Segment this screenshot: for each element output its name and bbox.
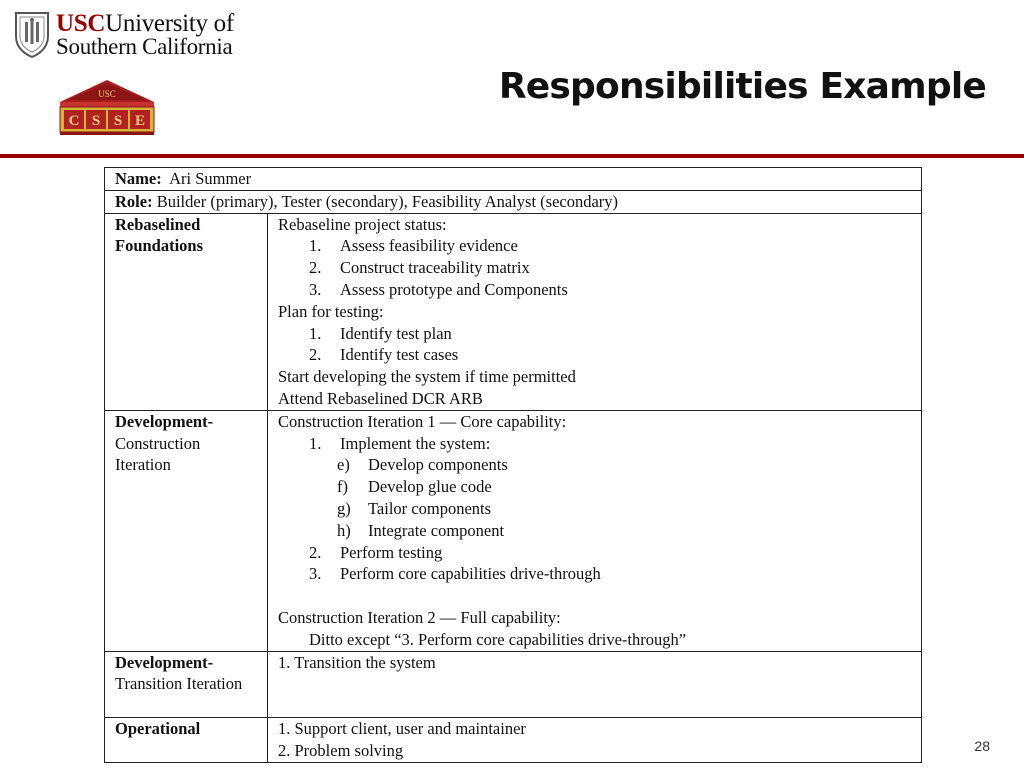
task-line: [278, 498, 911, 520]
phase-label-bold: Operational: [115, 718, 201, 738]
phase-label-cell: [105, 651, 268, 717]
task-line: [278, 214, 911, 236]
task-line: [278, 388, 911, 410]
blank-line: [278, 695, 911, 717]
role-label: Role:: [115, 191, 153, 211]
task-text: Identify test plan: [340, 323, 452, 343]
task-text: Construct traceability matrix: [340, 258, 530, 278]
task-number: 1.: [309, 236, 322, 256]
role-row: [105, 190, 922, 213]
task-number: 2.: [309, 345, 322, 365]
task-line: [278, 344, 911, 366]
task-text: Identify test cases: [340, 345, 459, 365]
task-text: Construction Iteration 2 — Full capability:: [278, 607, 561, 627]
task-line: [278, 520, 911, 542]
phase-label-rest: Transition Iteration: [115, 674, 243, 694]
task-text: Integrate component: [368, 520, 505, 540]
task-number: g): [337, 498, 351, 518]
task-number: 1.: [309, 323, 322, 343]
task-line: [278, 366, 911, 388]
task-number: f): [337, 477, 348, 497]
task-text: Develop glue code: [368, 477, 492, 497]
task-text: Tailor components: [368, 498, 492, 518]
task-line: [278, 607, 911, 629]
role-value: Builder (primary), Tester (secondary), Feasibility Analyst (secondary): [156, 191, 619, 211]
task-text: 1. Support client, user and maintainer: [278, 718, 526, 738]
csse-letter: C: [68, 113, 80, 129]
usc-logo: [12, 10, 252, 64]
task-line: [278, 235, 911, 257]
slide-title: Responsibilities Example: [498, 66, 986, 107]
task-number: 1.: [309, 433, 322, 453]
csse-letter: S: [91, 113, 101, 129]
csse-letter: E: [134, 113, 146, 129]
phase-row: [105, 410, 922, 651]
task-line: [278, 718, 911, 740]
task-text: Plan for testing:: [278, 301, 384, 321]
phase-tasks-cell: [268, 410, 922, 651]
task-text: Rebaseline project status:: [278, 214, 447, 234]
task-line: [278, 563, 911, 585]
phase-label-bold: Rebaselined Foundations: [115, 214, 204, 256]
task-line: [278, 629, 911, 651]
phase-label-bold: Development-: [115, 652, 214, 672]
phase-tasks-cell: [268, 651, 922, 717]
task-line: [278, 476, 911, 498]
task-text: 1. Transition the system: [278, 652, 436, 672]
phase-label-cell: [105, 717, 268, 762]
usc-abbr: USC: [56, 10, 106, 37]
task-number: 2.: [309, 542, 322, 562]
phase-row: [105, 651, 922, 717]
page-number: 28: [974, 738, 990, 754]
task-text: Perform testing: [340, 542, 443, 562]
phase-label-cell: [105, 213, 268, 410]
usc-line1: University of: [105, 10, 234, 37]
phase-label-rest: Construction Iteration: [115, 433, 201, 475]
blank-line: [278, 585, 911, 607]
task-text: Assess prototype and Components: [340, 279, 568, 299]
task-number: 3.: [309, 564, 322, 584]
task-text: Perform core capabilities drive-through: [340, 564, 601, 584]
phase-row: [105, 213, 922, 410]
task-text: Start developing the system if time permitted: [278, 367, 576, 387]
task-text: Attend Rebaselined DCR ARB: [278, 388, 483, 408]
phase-label-bold: Development-: [115, 411, 214, 431]
usc-wordmark: [56, 11, 234, 58]
task-number: 3.: [309, 279, 322, 299]
name-row: [105, 168, 922, 191]
csse-letter: S: [113, 113, 123, 129]
title-divider: [0, 154, 1024, 158]
task-line: [278, 652, 911, 674]
csse-logo: [58, 78, 156, 136]
phase-row: [105, 717, 922, 762]
name-value: Ari Summer: [169, 169, 252, 188]
task-text: Ditto except “3. Perform core capabilities drive-through”: [309, 629, 687, 649]
phase-label-cell: [105, 410, 268, 651]
phase-tasks-cell: [268, 213, 922, 410]
task-line: [278, 454, 911, 476]
task-number: 2.: [309, 258, 322, 278]
name-label: Name:: [115, 169, 162, 188]
task-line: [278, 433, 911, 455]
task-text: Assess feasibility evidence: [340, 236, 518, 256]
usc-line2: Southern California: [56, 34, 233, 59]
task-number: e): [337, 455, 350, 475]
task-text: Construction Iteration 1 — Core capability:: [278, 411, 567, 431]
task-line: [278, 301, 911, 323]
phase-tasks-cell: [268, 717, 922, 762]
usc-seal-icon: [12, 10, 52, 58]
task-text: Develop components: [368, 455, 508, 475]
csse-top-label: USC: [98, 89, 116, 99]
task-line: [278, 323, 911, 345]
task-line: [278, 411, 911, 433]
task-line: [278, 279, 911, 301]
task-text: 2. Problem solving: [278, 740, 404, 760]
task-line: [278, 542, 911, 564]
blank-line: [278, 673, 911, 695]
task-number: h): [337, 520, 351, 540]
task-text: Implement the system:: [340, 433, 491, 453]
task-line: [278, 257, 911, 279]
responsibilities-table: [104, 167, 922, 763]
task-line: [278, 740, 911, 762]
